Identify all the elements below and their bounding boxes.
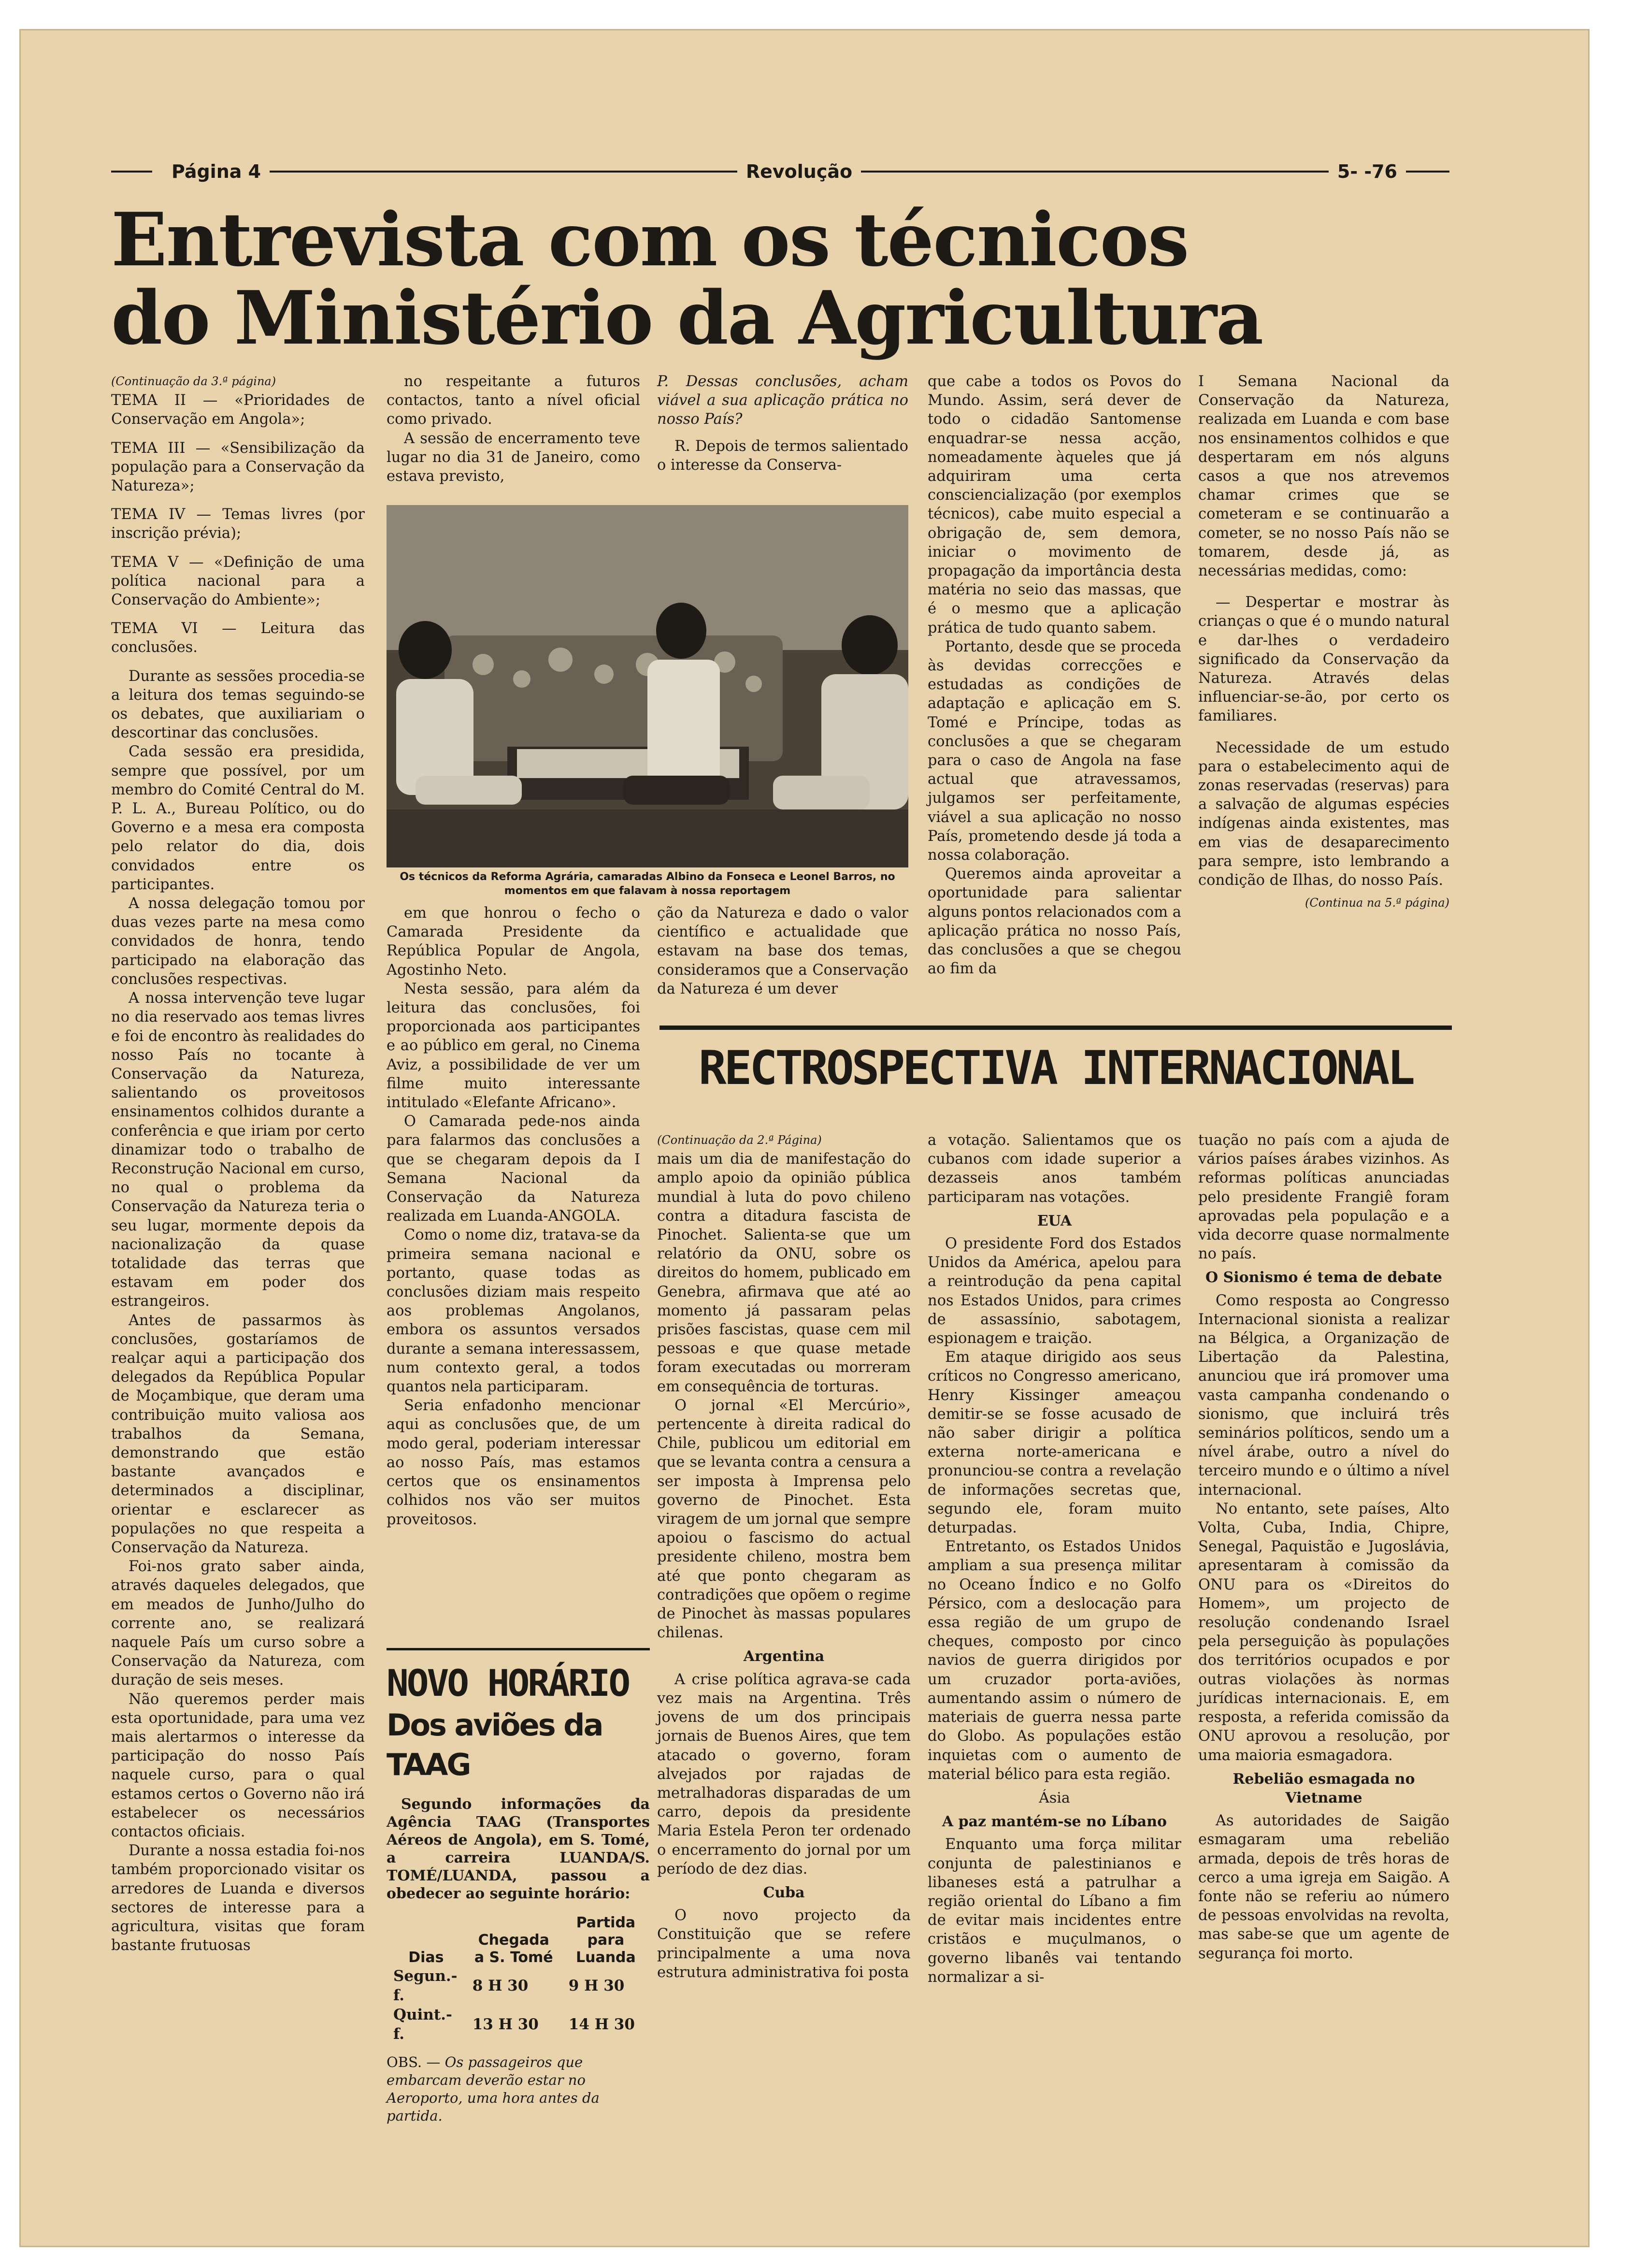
article-paragraph: Durante a nossa estadia foi-nos também proporcionado visitar os arredores de Luanda e diversos sectores de interesse para a agricultura, visitas que foram bastante frutuosas (111, 1842, 365, 1954)
article-paragraph: Não queremos perder mais esta oportunidade, para uma vez mais alertarmos o interesse da participação do nosso País naquele curso, para o qual estamos certos o Governo não irá estabelecer os necessários contactos oficiais. (111, 1690, 365, 1841)
retro-paragraph: No entanto, sete países, Alto Volta, Cuba, India, Chipre, Senegal, Paquistão e Jugoslávia, apresentaram à comissão da ONU para os «Direitos do Homem», um projecto de resolução condenando Israel pela perseguição às populações dos territórios ocupados e por outras violações às normas jurídicas internacionais. E, em resposta, a referida comissão da ONU aprovou a resolução, por uma maioria esmagadora. (1198, 1500, 1449, 1764)
article-paragraph: Queremos ainda aproveitar a oportunidade para salientar alguns pontos relacionados com a aplicação prática no nosso País, das conclusões a que se chegou ao fim da (928, 866, 1181, 978)
article-paragraph: TEMA III — «Sensibilização da população para a Conservação da Natureza»; (111, 439, 365, 495)
article-column-2-top (387, 372, 640, 486)
article-paragraph: Como o nome diz, tratava-se da primeira semana nacional e portanto, quase todas as conclusões diziam mais respeito aos problemas Angolanos, embora os assuntos versados durante a semana interessassem, num contexto geral, a todos quantos nela participaram. (387, 1227, 640, 1396)
article-paragraph: Cada sessão era presidida, sempre que possível, por um membro do Comité Central do M. P. L. A., Bureau Político, ou do Governo e a mesa era composta pelo relator do dia, dois convidados entre os participantes. (111, 743, 365, 893)
schedule-departure: 14 H 30 (568, 2016, 635, 2033)
schedule-day: Quint.-f. (393, 2006, 452, 2043)
subheading: EUA (1037, 1212, 1072, 1229)
retro-paragraph: O presidente Ford dos Estados Unidos da América, apelou para a reintrodução da pena capital nos Estados Unidos, para crimes de assassínio, sabotagem, espionagem e traição. (928, 1235, 1181, 1347)
article-column-4 (928, 372, 1181, 979)
retro-paragraph: Como resposta ao Congresso Internacional sionista a realizar na Bélgica, a Organização de Libertação da Palestina, anunciou que irá promover uma vasta campanha condenando o sionismo, que incluirá três seminários políticos, sendo um a nível árabe, outro a nível do terceiro mundo e o último a nível internacional. (1198, 1292, 1449, 1499)
paper-name: Revolução (745, 161, 853, 182)
article-paragraph: em que honrou o fecho o Camarada Presidente da República Popular de Angola, Agostinho Neto. (387, 905, 640, 979)
interview-photo-image (387, 505, 908, 867)
article-column-2-bottom (387, 904, 640, 1529)
retro-paragraph: Entretanto, os Estados Unidos ampliam a sua presença militar no Oceano Índico e no Golfo Pérsico, com a deslocação para essa região de um grupo de cheques, composto por cinco navios de guerra dirigidos por um cruzador porta-aviões, aumentando assim o número de materiais de guerra nessa parte do Globo. As populações estão inquietas com o aumento de material bélico para esta região. (928, 1538, 1181, 1783)
continues-note: (Continua na 5.ª página) (1305, 896, 1449, 910)
schedule-arrival: 13 H 30 (472, 2016, 539, 2033)
ad-note-text: Os passageiros que embarcam deverão estar no Aeroporto, uma hora antes da partida. (387, 2054, 600, 2124)
header-rule (861, 171, 1329, 173)
article-paragraph: Antes de passarmos às conclusões, gostaríamos de realçar aqui a participação dos delegados da República Popular de Moçambique, que deram uma contribuição muito valiosa aos trabalhos da Semana, demonstrando que estão bastante avançados e determinados a disciplinar, orientar e esclarecer as populações no que respeita a Conservação da Natureza. (111, 1312, 365, 1556)
article-paragraph: A nossa delegação tomou por duas vezes parte na mesa como convidados de honra, tendo participado na elaboração das conclusões respectivas. (111, 895, 365, 988)
article-paragraph: Durante as sessões procedia-se a leitura dos temas seguindo-se os debates, que auxiliariam o descortinar das conclusões. (111, 667, 365, 742)
section-divider (659, 1026, 1452, 1030)
article-paragraph: TEMA V — «Definição de uma política nacional para a Conservação do Ambiente»; (111, 553, 365, 609)
header-rule (270, 171, 737, 173)
column-header-departure: Partida para Luanda (575, 1914, 636, 1966)
retro-paragraph: a votação. Salientamos que os cubanos com idade superior a dezasseis anos também participaram nas votações. (928, 1132, 1181, 1206)
headline-line-1: Entrevista com os técnicos (111, 196, 1189, 283)
continuation-note: (Continuação da 3.ª página) (111, 375, 276, 388)
retro-paragraph: A crise política agrava-se cada vez mais na Argentina. Três jovens de um dos principais jornais de Buenos Aires, que tem atacado o governo, foram alvejados por rajadas de metralhadoras disparadas de um carro, depois da presidente Maria Estela Peron ter ordenado o encerramento do jornal por um período de dez dias. (657, 1671, 911, 1878)
article-paragraph: Necessidade de um estudo para o estabelecimento aqui de zonas reservadas (reservas) para a salvação de algumas espécies indígenas ainda existentes, mas em vias de desaparecimento para sempre, isto lembrando a condição de Ilhas, do nosso País. (1198, 739, 1449, 889)
flight-schedule-table (387, 1914, 650, 2044)
page-number: Página 4 (172, 161, 261, 182)
continuation-note: (Continuação da 2.ª Página) (657, 1133, 822, 1147)
retro-column-3 (1198, 1131, 1449, 1963)
article-paragraph: A sessão de encerramento teve lugar no dia 31 de Janeiro, como estava previsto, (387, 430, 640, 485)
article-paragraph: Seria enfadonho mencionar aqui as conclusões que, de um modo geral, poderiam interessar ao nosso País, mas estamos certos que os ensinamentos colhidos nos vão ser muitos proveitosos. (387, 1397, 640, 1528)
ad-subtitle: Dos aviões da TAAG (387, 1707, 602, 1782)
interview-question: P. Dessas conclusões, acham viável a sua aplicação prática no nosso País? (657, 373, 908, 428)
retro-paragraph: Enquanto uma força militar conjunta de palestinianos e libaneses está a patrulhar a região oriental do Líbano a fim de evitar mais incidentes entre cristãos e muçulmanos, o governo libanês vai tentando normalizar a si- (928, 1836, 1181, 1986)
article-paragraph: ção da Natureza e dado o valor científico e actualidade que estavam na base dos temas, consideramos que a Conservação da Natureza é um dever (657, 905, 908, 997)
table-header-row (387, 1914, 650, 1966)
schedule-departure: 9 H 30 (568, 1977, 625, 1994)
photo-caption: Os técnicos da Reforma Agrária, camaradas Albino da Fonseca e Leonel Barros, no momentos em que falavam à nossa reportagem (400, 871, 895, 897)
headline (111, 196, 1449, 361)
ad-note-label: OBS. — (387, 2054, 441, 2070)
article-column-1 (111, 372, 365, 1955)
retro-paragraph: O novo projecto da Constituição que se refere principalmente a uma nova estrutura administrativa foi posta (657, 1907, 911, 1981)
article-paragraph: Nesta sessão, para além da leitura das conclusões, foi proporcionada aos participantes e ao público em geral, no Cinema Aviz, a possibilidade de ver um filme muito interessante intitulado «Elefante Africano». (387, 980, 640, 1112)
section-title: RECTROSPECTIVA INTERNACIONAL (698, 1041, 1413, 1095)
article-column-3-top (657, 372, 908, 475)
retro-column-2 (928, 1131, 1181, 1987)
subheading: Ásia (1039, 1789, 1070, 1806)
column-header-arrival: Chegada a S. Tomé (474, 1932, 553, 1966)
subheading: Argentina (743, 1648, 825, 1665)
article-paragraph: I Semana Nacional da Conservação da Natureza, realizada em Luanda e com base nos ensinamentos colhidos e que despertaram em nós alguns casos a que nos atrevemos chamar crimes que se cometeram e se continuarão a cometer, se no nosso País não se tomarem, desde já, as necessárias medidas, como: (1198, 373, 1449, 580)
subheading: Cuba (763, 1884, 805, 1901)
schedule-day: Segun.-f. (393, 1967, 458, 2004)
schedule-arrival: 8 H 30 (472, 1977, 529, 1994)
article-paragraph: TEMA II — «Prioridades de Conservação em Angola»; (111, 392, 365, 428)
article-paragraph: Foi-nos grato saber ainda, através daqueles delegados, que em meados de Junho/Julho do corrente ano, se realizará naquele País um curso sobre a Conservação da Natureza, com duração de seis meses. (111, 1558, 365, 1689)
article-paragraph: Portanto, desde que se proceda às devidas correcções e estudadas as condições de adaptação e aplicação em S. Tomé e Príncipe, todas as conclusões a que se chegaram para o caso de Angola na fase actual que atravessamos, julgamos ser perfeitamente, viável a sua aplicação no nosso País, prometendo desde já toda a nossa colaboração. (928, 638, 1181, 864)
article-paragraph: TEMA VI — Leitura das conclusões. (111, 620, 365, 656)
interview-photo (387, 505, 908, 867)
article-paragraph: A nossa intervenção teve lugar no dia reservado aos temas livres e foi de encontro às realidades do nosso País no tocante à Conservação da Natureza, salientando os proveitosos ensinamentos colhidos durante a conferência e que iriam por certo dinamizar todo o trabalho de Reconstrução Nacional em curso, no qual o problema da Conservação da Natureza teria o seu lugar, mormente depois da nacionalização da quase totalidade das terras que estavam em poder dos estrangeiros. (111, 990, 365, 1310)
interview-answer: R. Depois de termos salientado o interesse da Conserva- (657, 437, 908, 474)
ad-note (387, 2053, 650, 2125)
ad-title: NOVO HORÁRIO (387, 1661, 629, 1705)
article-paragraph: que cabe a todos os Povos do Mundo. Assim, será dever de todo o cidadão Santomense enquadrar-se nessa acção, nomeadamente àqueles que já adquiriram uma certa consciencialização (por exemplos técnicos), cabe muito especial a obrigação de, sem demora, iniciar o movimento de propagação da importância desta matéria no seio das massas, que é o mesmo que a aplicação prática de tudo quanto sabem. (928, 373, 1181, 636)
retro-paragraph: As autoridades de Saigão esmagaram uma rebelião armada, depois de três horas de cerco a uma igreja em Saigão. A fonte não se referiu ao número de pessoas envolvidas na revolta, mas sabe-se que um agente de segurança foi morto. (1198, 1812, 1449, 1962)
header-rule-right (1406, 171, 1449, 173)
subheading: A paz mantém-se no Líbano (942, 1813, 1167, 1831)
retro-paragraph: Em ataque dirigido aos seus críticos no Congresso americano, Henry Kissinger ameaçou demitir-se se fosse acusado de não saber dirigir a política externa norte-americana e pronunciou-se contra a revelação de informações secretas que, segundo ele, foram muito deturpadas. (928, 1349, 1181, 1537)
article-column-3-bottom (657, 904, 908, 998)
retro-column-1 (657, 1131, 911, 1982)
retro-paragraph: tuação no país com a ajuda de vários países árabes vizinhos. As reformas políticas anunciadas pelo presidente Frangiê foram aprovadas pela população e a vida decorre quase normalmente no país. (1198, 1132, 1449, 1263)
article-column-5 (1198, 372, 1449, 912)
article-paragraph: no respeitante a futuros contactos, tanto a nível oficial como privado. (387, 373, 640, 428)
header-rule-left (111, 171, 152, 173)
subheading: O Sionismo é tema de debate (1205, 1269, 1442, 1286)
retro-paragraph: mais um dia de manifestação do amplo apoio da opinião pública mundial à luta do povo chileno contra a ditadura fascista de Pinochet. Salienta-se que um relatório da ONU, sobre os direitos do homem, publicado em Genebra, afirmava que até ao momento já passaram pelas prisões fascistas, quase cem mil pessoas e que quase metade foram executadas ou morreram em consequência de torturas. (657, 1151, 911, 1395)
ad-body: Segundo informações da Agência TAAG (Transportes Aéreos de Angola), em S. Tomé, a carreira LUANDA/S. TOMÉ/LUANDA, passou a obedecer ao seguinte horário: (387, 1796, 650, 1902)
column-header-days: Dias (408, 1949, 444, 1966)
page-header (111, 159, 1449, 184)
article-paragraph: O Camarada pede-nos ainda para falarmos das conclusões a que se chegaram depois da I Semana Nacional da Conservação da Natureza realizada em Luanda-ANGOLA. (387, 1113, 640, 1225)
article-paragraph: — Despertar e mostrar às crianças o que é o mundo natural e dar-lhes o verdadeiro significado da Conservação da Natureza. Através delas influenciar-se-ão, por certo os familiares. (1198, 594, 1449, 725)
issue-date: 5- -76 (1337, 161, 1397, 182)
table-row (387, 2005, 650, 2044)
table-row (387, 1966, 650, 2005)
taag-schedule-ad (387, 1648, 650, 2125)
article-paragraph: TEMA IV — Temas livres (por inscrição prévia); (111, 506, 365, 542)
subheading: Rebelião esmagada no Vietname (1233, 1770, 1415, 1806)
headline-line-2: do Ministério da Agricultura (111, 274, 1263, 361)
retro-paragraph: O jornal «El Mercúrio», pertencente à direita radical do Chile, publicou um editorial em que se levanta contra a censura a ser imposta à Imprensa pelo governo de Pinochet. Esta viragem de um jornal que sempre apoiou o fascismo do actual presidente chileno, mostra bem até que ponto chegaram as contradições que opõem o regime de Pinochet às massas populares chilenas. (657, 1397, 911, 1642)
